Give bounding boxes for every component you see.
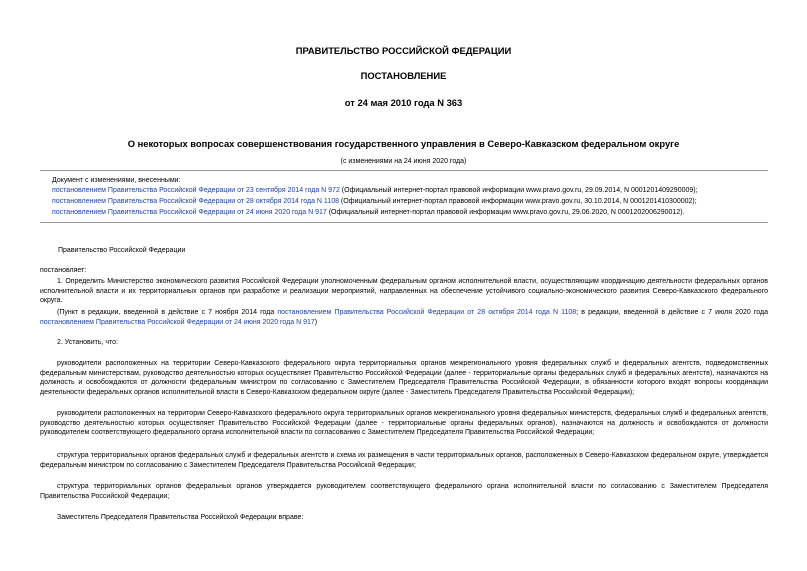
paragraph-3: Заместитель Председателя Правительства Российской Федерации вправе:: [57, 514, 304, 521]
document-date-number: от 24 мая 2010 года N 363: [344, 97, 463, 108]
amendment-item: [52, 186, 698, 196]
note-link[interactable]: постановлением Правительства Российской Федерации от 28 октября 2014 года N 1108: [277, 309, 577, 316]
amendment-source: (Официальный интернет-портал правовой информации www.pravo.gov.ru, 29.06.2020, N 0001202006290012).: [326, 209, 685, 216]
paragraph-1: 1. Определить Министерство экономического развития Российской Федерации уполномоченным федеральным органом исполнительной власти, осуществляющим координацию деятельности федеральных органов исполнительной власти и их территориальных органов при разработке и реализации мероприятий, направленных на обеспечение устойчивого социально-экономического развития Северо-Кавказского федерального округа.: [40, 278, 768, 304]
note-link[interactable]: постановлением Правительства Российской Федерации от 24 июня 2020 года N 917: [40, 318, 315, 326]
document-type: ПОСТАНОВЛЕНИЕ: [360, 70, 447, 81]
issuer: Правительство Российской Федерации: [58, 247, 186, 254]
paragraph-2b: руководители расположенных на территории Северо-Кавказского федерального округа территориальных органов межрегионального уровня федеральных министерств, федеральных служб и федеральных агентств, руководство деятельностью которых осуществляет Правительство Российской Федерации (далее - территориальные органы федеральных органов), назначаются на должность и освобождаются от должности руководителем соответствующего федерального органа исполнительной власти по согласованию с Заместителем Председателя Правительства Российской Федерации;: [40, 410, 768, 436]
paragraph-2d: структура территориальных органов федеральных органов утверждается руководителем соответствующего федерального органа исполнительной власти по согласованию с Заместителем Председателя Правительства Российской Федерации;: [40, 483, 768, 500]
resolves-label: постановляет:: [40, 267, 87, 274]
paragraph-1-note: [40, 308, 768, 327]
amendment-source: (Официальный интернет-портал правовой информации www.pravo.gov.ru, 29.09.2014, N 0001201409290009);: [339, 187, 698, 194]
bottom-divider: [40, 222, 768, 223]
government-name: ПРАВИТЕЛЬСТВО РОССИЙСКОЙ ФЕДЕРАЦИИ: [295, 45, 512, 56]
amendment-item: [52, 208, 685, 218]
note-text: (Пункт в редакции, введенной в действие с 7 ноября 2014 года: [57, 309, 278, 316]
paragraph-2: 2. Установить, что:: [57, 339, 119, 346]
amendment-source: (Официальный интернет-портал правовой информации www.pravo.gov.ru, 30.10.2014, N 0001201410300002);: [338, 198, 697, 205]
amendment-link[interactable]: постановлением Правительства Российской Федерации от 23 сентября 2014 года N 972: [52, 187, 340, 194]
paragraph-2c: структура территориальных органов федеральных служб и федеральных агентств и схема их размещения в части территориальных органов, расположенных в Северо-Кавказском федеральном округе, утверждается федеральным министром по согласованию с Заместителем Председателя Правительства Российской Федерации;: [40, 452, 768, 469]
note-text: ; в редакции, введенной в действие с 7 июля 2020 года: [576, 309, 768, 316]
note-text: ): [314, 318, 318, 326]
amended-note: (с изменениями на 24 июня 2020 года): [340, 158, 467, 165]
amendments-intro: Документ с изменениями, внесенными:: [52, 177, 181, 184]
amendment-link[interactable]: постановлением Правительства Российской Федерации от 24 июня 2020 года N 917: [52, 209, 327, 216]
amendment-item: [52, 197, 697, 207]
top-divider: [40, 170, 768, 171]
document-title: О некоторых вопросах совершенствования государственного управления в Северо-Кавказском федеральном округе: [127, 138, 680, 149]
amendment-link[interactable]: постановлением Правительства Российской Федерации от 28 октября 2014 года N 1108: [52, 198, 339, 205]
paragraph-2a: руководители расположенных на территории Северо-Кавказского федерального округа территориальных органов межрегионального уровня федеральных служб и федеральных агентств, подведомственных федеральным министерствам, руководство деятельностью которых осуществляет Правительство Российской Федерации (далее - территориальные органы федеральных служб и федеральных агентств), назначаются на должность и освобождаются от должности федеральным министром по согласованию с Заместителем Председателя Правительства Российской Федерации, в обязанности которого входят вопросы координации деятельности федеральных органов исполнительной власти в Северо-Кавказском федеральном округе (далее - Заместитель Председателя Правительства Российской Федерации);: [40, 360, 768, 396]
